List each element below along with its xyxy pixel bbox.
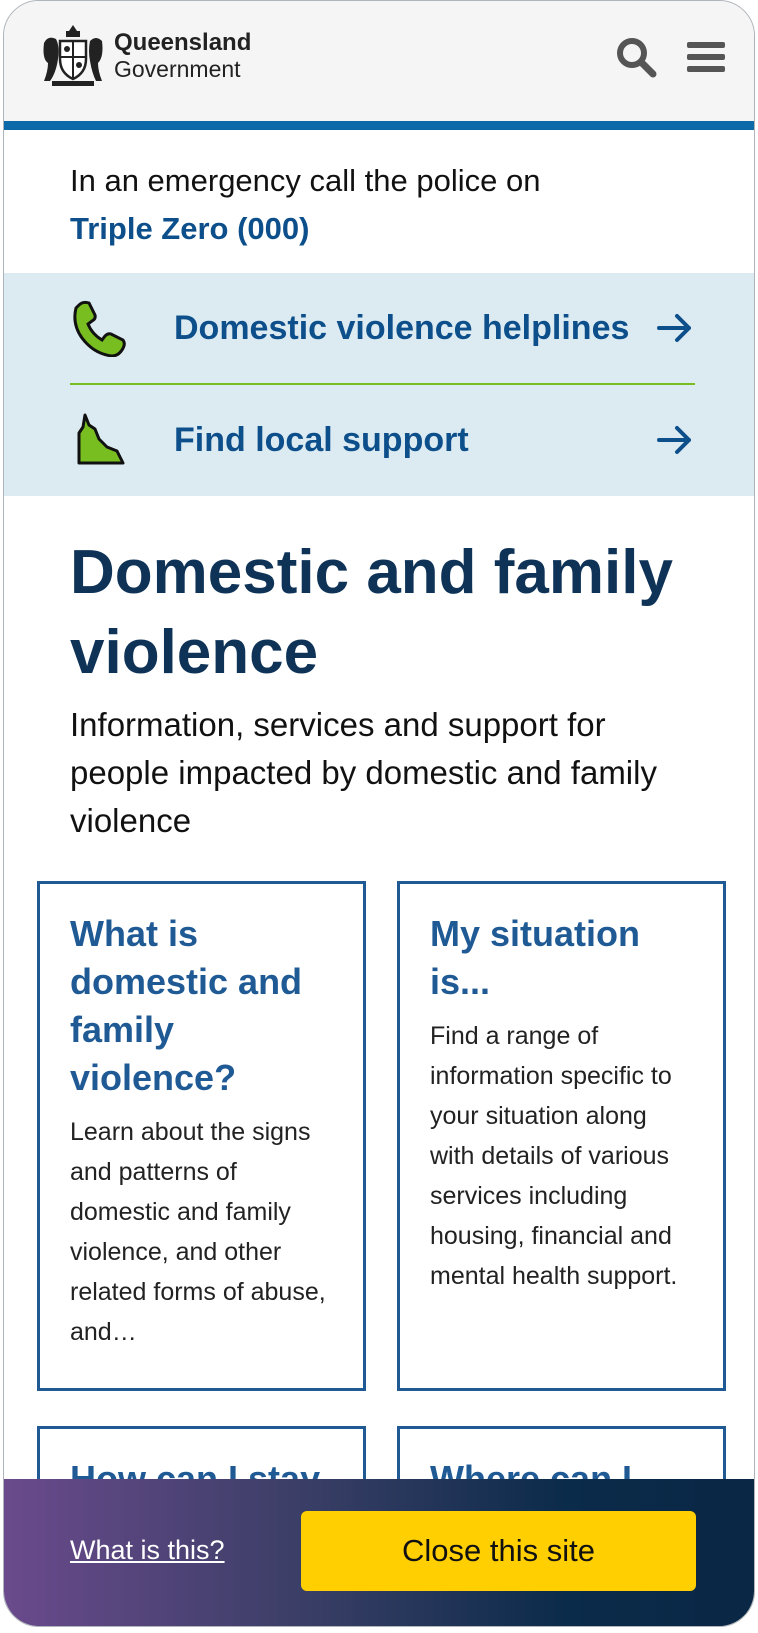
queensland-crest-logo-icon [38, 21, 108, 91]
brand-line1: Queensland [114, 29, 252, 56]
menu-icon [687, 40, 725, 74]
brand-line2: Government [114, 56, 241, 82]
local-support-label: Find local support [174, 420, 469, 459]
card-title: What is domestic and family violence? [70, 913, 303, 1098]
search-icon [615, 36, 657, 78]
emergency-notice [70, 157, 540, 253]
card-title: My situation is... [430, 913, 641, 1002]
page-title: Domestic and family violence [70, 538, 673, 687]
search-button[interactable] [614, 35, 658, 79]
card-text: Find a range of information specific to your situation along with details of various services including housing, financial and mental health support. [430, 1022, 678, 1290]
help-links-panel [4, 273, 754, 496]
qld-gov-logo[interactable] [38, 21, 251, 91]
what-is-this-link[interactable]: What is this? [70, 1535, 225, 1565]
map-icon-wrap [70, 410, 130, 470]
site-header [4, 1, 754, 121]
queensland-map-icon [71, 411, 129, 469]
helplines-label: Domestic violence helplines [174, 308, 630, 347]
local-support-link[interactable] [70, 385, 695, 495]
quick-exit-bar [4, 1479, 754, 1627]
card-text: Learn about the signs and patterns of domestic and family violence, and other related forms of abuse, and… [70, 1118, 326, 1346]
helplines-link[interactable] [70, 273, 695, 385]
header-accent-bar [4, 121, 754, 130]
arrow-right-icon [655, 308, 695, 348]
triple-zero-link[interactable]: Triple Zero (000) [70, 211, 310, 246]
phone-icon [71, 299, 129, 357]
page-lead: Information, services and support for people impacted by domestic and family violence [70, 706, 657, 839]
card-what-is-dfv[interactable] [37, 881, 366, 1391]
page-frame [3, 0, 755, 1627]
menu-button[interactable] [684, 35, 728, 79]
logo-text [114, 30, 251, 82]
emergency-text: In an emergency call the police on [70, 163, 541, 198]
card-my-situation[interactable] [397, 881, 726, 1391]
phone-icon-wrap [70, 298, 130, 358]
arrow-right-icon [655, 420, 695, 460]
close-site-button[interactable]: Close this site [301, 1511, 696, 1591]
